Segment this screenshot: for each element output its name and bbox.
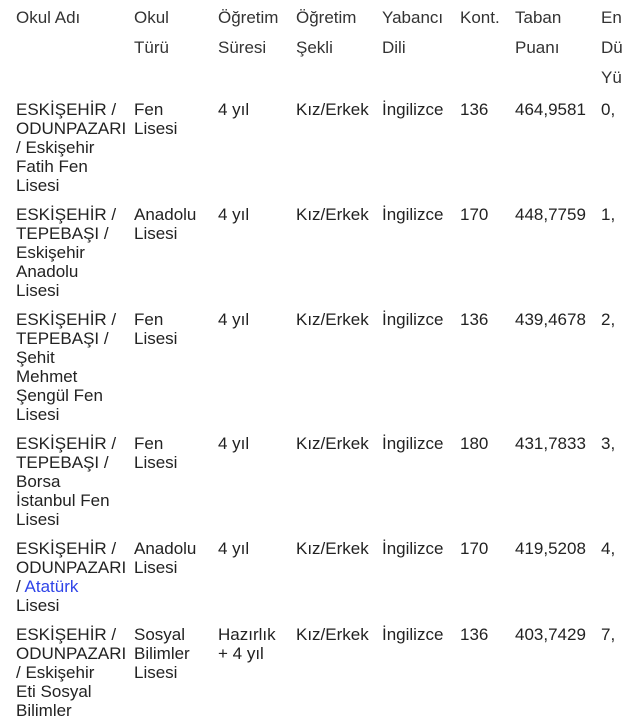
cell-language: İngilizce xyxy=(382,310,444,329)
cell-percentile: 0, xyxy=(601,100,616,119)
cell-language: İngilizce xyxy=(382,539,444,558)
cell-duration: 4 yıl xyxy=(218,205,250,224)
cell-gender: Kız/Erkek xyxy=(296,539,369,558)
cell-school-type: Fen Lisesi xyxy=(134,100,178,138)
cell-duration: 4 yıl xyxy=(218,310,250,329)
school-link[interactable]: Atatürk xyxy=(24,577,79,596)
cell-school-name: ESKİŞEHİR / ODUNPAZARI / Eskişehir Fatih Fen Lisesi xyxy=(16,100,127,195)
cell-gender: Kız/Erkek xyxy=(296,625,369,644)
cell-duration: 4 yıl xyxy=(218,100,250,119)
cell-percentile: 3, xyxy=(601,434,616,453)
header-kont: Kont. xyxy=(460,8,500,27)
cell-school-name xyxy=(16,539,132,615)
cell-quota: 170 xyxy=(460,205,489,224)
cell-percentile: 4, xyxy=(601,539,616,558)
cell-percentile: 7, xyxy=(601,625,616,644)
cell-school-type: Anadolu Lisesi xyxy=(134,539,197,577)
cell-language: İngilizce xyxy=(382,100,444,119)
cell-school-name: ESKİŞEHİR / TEPEBAŞI / Borsa İstanbul Fen Lisesi xyxy=(16,434,117,529)
cell-duration: 4 yıl xyxy=(218,434,250,453)
cell-gender: Kız/Erkek xyxy=(296,205,369,224)
cell-language: İngilizce xyxy=(382,434,444,453)
table-header xyxy=(0,0,634,92)
header-ogretim-sekli: Öğretim Şekli xyxy=(296,8,357,57)
cell-duration: 4 yıl xyxy=(218,539,250,558)
cell-school-name: ESKİŞEHİR / TEPEBAŞI / Eskişehir Anadolu Lisesi xyxy=(16,205,117,300)
header-yabanci-dili: Yabancı Dili xyxy=(382,8,444,57)
cell-language: İngilizce xyxy=(382,625,444,644)
cell-school-type: Anadolu Lisesi xyxy=(134,205,197,243)
cell-base-score: 464,9581 xyxy=(515,100,586,119)
cell-gender: Kız/Erkek xyxy=(296,100,369,119)
header-okul-adi: Okul Adı xyxy=(16,8,81,27)
cell-school-name: ESKİŞEHİR / ODUNPAZARI / Eskişehir Eti Sosyal Bilimler xyxy=(16,625,127,720)
cell-school-name: ESKİŞEHİR / TEPEBAŞI / Şehit Mehmet Şengül Fen Lisesi xyxy=(16,310,117,424)
cell-gender: Kız/Erkek xyxy=(296,434,369,453)
cell-quota: 136 xyxy=(460,100,489,119)
school-name-suffix: Lisesi xyxy=(16,596,60,615)
cell-duration: Hazırlık + 4 yıl xyxy=(218,625,276,663)
cell-base-score: 448,7759 xyxy=(515,205,586,224)
header-okul-turu: Okul Türü xyxy=(134,8,169,57)
cell-language: İngilizce xyxy=(382,205,444,224)
cell-base-score: 419,5208 xyxy=(515,539,586,558)
cell-base-score: 403,7429 xyxy=(515,625,586,644)
school-name-prefix: ESKİŞEHİR / ODUNPAZARI / xyxy=(16,539,127,596)
cell-quota: 180 xyxy=(460,434,489,453)
cell-school-type: Sosyal Bilimler Lisesi xyxy=(134,625,190,682)
header-taban-puani: Taban Puanı xyxy=(515,8,562,57)
cell-base-score: 439,4678 xyxy=(515,310,586,329)
header-ogretim-suresi: Öğretim Süresi xyxy=(218,8,279,57)
cell-gender: Kız/Erkek xyxy=(296,310,369,329)
cell-percentile: 2, xyxy=(601,310,616,329)
cell-school-type: Fen Lisesi xyxy=(134,434,178,472)
cell-school-type: Fen Lisesi xyxy=(134,310,178,348)
cell-quota: 170 xyxy=(460,539,489,558)
cell-quota: 136 xyxy=(460,310,489,329)
cell-base-score: 431,7833 xyxy=(515,434,586,453)
cell-percentile: 1, xyxy=(601,205,616,224)
cell-quota: 136 xyxy=(460,625,489,644)
header-yuzdelik: En Dü Yü xyxy=(601,8,623,87)
